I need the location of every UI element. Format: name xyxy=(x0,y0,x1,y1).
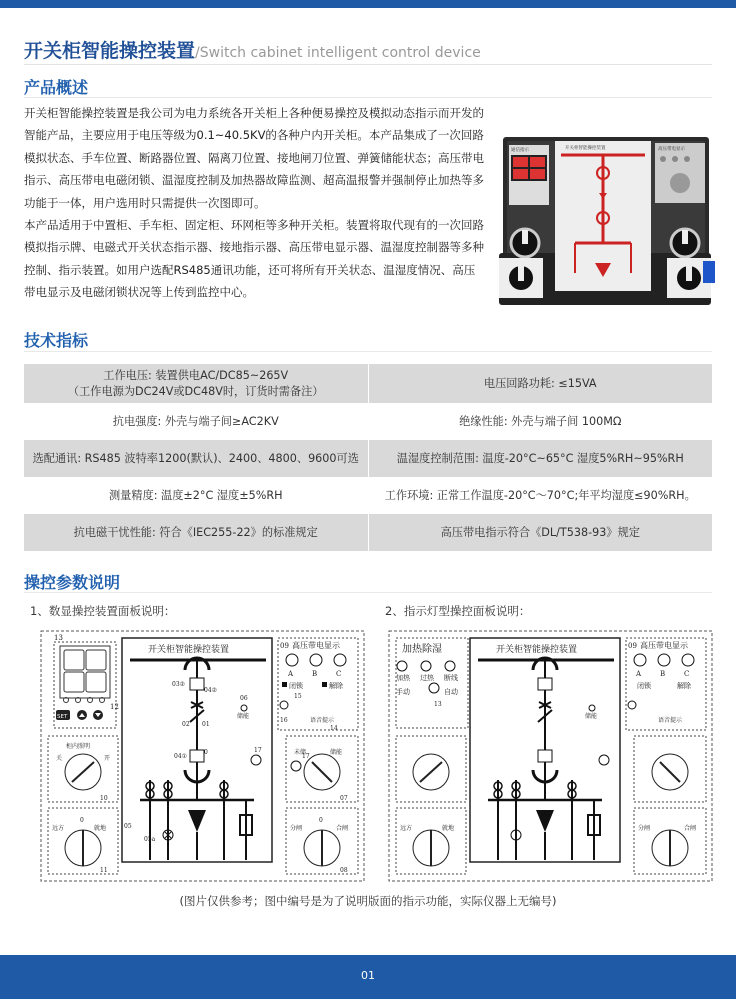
operation-heading: 操控参数说明 xyxy=(24,573,121,592)
svg-text:分闸: 分闸 xyxy=(290,825,303,832)
footer-bar xyxy=(0,955,736,999)
photo-label-right: 高压带电显示 xyxy=(658,147,685,152)
svg-text:储能: 储能 xyxy=(585,713,598,720)
spec-working-voltage: 工作电压: 装置供电AC/DC85~265V （工作电源为DC24V或DC48V时，订货时需备注） xyxy=(67,368,324,398)
svg-text:远方: 远方 xyxy=(52,825,65,832)
svg-text:断线: 断线 xyxy=(444,674,458,682)
svg-text:开关柜智能操控装置: 开关柜智能操控装置 xyxy=(148,645,230,655)
operation-divider xyxy=(24,592,712,593)
svg-text:柜内照明: 柜内照明 xyxy=(66,743,91,750)
svg-text:A: A xyxy=(636,670,642,678)
svg-text:08: 08 xyxy=(340,867,348,874)
svg-text:0: 0 xyxy=(80,817,84,824)
svg-text:自动: 自动 xyxy=(444,688,458,696)
spec-table xyxy=(24,364,712,551)
svg-text:12: 12 xyxy=(110,703,119,711)
svg-text:B: B xyxy=(660,670,666,678)
svg-text:C: C xyxy=(336,670,342,678)
top-accent-bar xyxy=(0,0,736,8)
svg-text:14: 14 xyxy=(330,725,338,732)
overview-paragraph-2: 本产品适用于中置柜、手车柜、固定柜、环网柜等多种开关柜。装置将取代现有的一次回路模拟指示牌、电磁式开关状态指示器、接地指示器、高压带电显示器、温湿度控制器等多种控制、指示装置。如用户选配RS485通讯功能，还可将所有开关状态、温湿度情况、高压带电显示及电磁闭锁状况等上传到监控中心。 xyxy=(24,218,484,300)
spec-cell xyxy=(24,364,368,403)
svg-text:解除: 解除 xyxy=(329,682,343,690)
overview-text xyxy=(24,102,484,304)
svg-text:解除: 解除 xyxy=(677,682,691,690)
svg-text:02: 02 xyxy=(182,721,190,728)
svg-text:15: 15 xyxy=(294,693,302,700)
svg-text:17: 17 xyxy=(254,747,262,754)
svg-text:04②: 04② xyxy=(204,687,218,694)
svg-text:17: 17 xyxy=(302,753,310,760)
title-divider xyxy=(24,64,712,65)
svg-text:储能: 储能 xyxy=(330,749,343,756)
svg-text:A: A xyxy=(288,670,294,678)
svg-text:就地: 就地 xyxy=(94,825,107,832)
svg-text:过热: 过热 xyxy=(420,674,434,682)
spec-cell: 高压带电指示符合《DL/T538-93》规定 xyxy=(368,514,712,551)
svg-text:07: 07 xyxy=(340,795,348,802)
svg-text:13: 13 xyxy=(434,701,442,708)
svg-text:高压带电显示: 高压带电显示 xyxy=(640,641,688,650)
specs-divider xyxy=(24,351,712,352)
svg-text:06: 06 xyxy=(240,695,248,702)
photo-label-center: 开关柜智能操控装置 xyxy=(565,146,606,151)
product-photo xyxy=(495,133,715,308)
panel2-diagram xyxy=(388,630,713,882)
svg-text:09: 09 xyxy=(628,642,637,650)
spec-cell: 抗电磁干忧性能: 符合《IEC255-22》的标准规定 xyxy=(24,514,368,551)
svg-text:03②: 03② xyxy=(172,681,186,688)
spec-row xyxy=(24,477,712,514)
spec-cell: 选配通讯: RS485 波特率1200(默认)、2400、4800、9600可选 xyxy=(24,440,368,477)
spec-row xyxy=(24,440,712,477)
svg-text:合闸: 合闸 xyxy=(684,825,697,832)
svg-text:合闸: 合闸 xyxy=(336,825,349,832)
spec-cell: 电压回路功耗: ≤15VA xyxy=(368,364,712,403)
svg-text:SET: SET xyxy=(57,714,68,720)
svg-text:16: 16 xyxy=(280,717,288,724)
spec-cell: 工作环境: 正常工作温度-20°C～70°C;年平均湿度≤90%RH。 xyxy=(368,477,712,514)
svg-text:闭锁: 闭锁 xyxy=(289,682,303,690)
spec-row xyxy=(24,364,712,403)
spec-row xyxy=(24,514,712,551)
svg-text:高压带电显示: 高压带电显示 xyxy=(292,641,340,650)
specs-heading: 技术指标 xyxy=(24,331,89,350)
svg-text:11: 11 xyxy=(100,867,108,874)
photo-label-left: 通信指示 xyxy=(511,148,529,153)
svg-text:13: 13 xyxy=(54,634,63,642)
svg-text:加热: 加热 xyxy=(396,674,410,682)
page-title-cn: 开关柜智能操控装置 xyxy=(24,40,196,62)
svg-text:04①: 04① xyxy=(174,753,188,760)
svg-text:远方: 远方 xyxy=(400,825,413,832)
svg-text:就地: 就地 xyxy=(442,825,455,832)
svg-text:语音提示: 语音提示 xyxy=(658,717,683,724)
spec-cell: 抗电强度: 外壳与端子间≥AC2KV xyxy=(24,403,368,440)
spec-row xyxy=(24,403,712,440)
svg-text:10: 10 xyxy=(100,795,108,802)
spec-cell: 温湿度控制范围: 温度-20°C~65°C 湿度5%RH~95%RH xyxy=(368,440,712,477)
overview-heading: 产品概述 xyxy=(24,78,89,97)
panel2-title: 2、指示灯型操控面板说明： xyxy=(385,604,531,618)
svg-text:0: 0 xyxy=(319,817,323,824)
page-title-en: /Switch cabinet intelligent control device xyxy=(195,45,481,61)
svg-text:B: B xyxy=(312,670,318,678)
svg-text:05a: 05a xyxy=(144,836,156,843)
svg-text:分闸: 分闸 xyxy=(638,825,651,832)
page-title xyxy=(24,36,481,66)
svg-text:开关柜智能操控装置: 开关柜智能操控装置 xyxy=(496,645,578,655)
panel1-title: 1、数显操控装置面板说明： xyxy=(30,604,176,618)
svg-text:手动: 手动 xyxy=(396,688,410,696)
svg-text:开: 开 xyxy=(104,755,111,762)
svg-text:语音提示: 语音提示 xyxy=(310,717,335,724)
svg-text:C: C xyxy=(684,670,690,678)
spec-cell: 绝缘性能: 外壳与端子间 100MΩ xyxy=(368,403,712,440)
page-number: 01 xyxy=(361,969,375,982)
svg-text:未储: 未储 xyxy=(294,749,307,756)
svg-text:01: 01 xyxy=(202,721,210,728)
svg-text:闭锁: 闭锁 xyxy=(637,682,651,690)
svg-text:加热除湿: 加热除湿 xyxy=(402,644,442,655)
svg-text:0: 0 xyxy=(204,749,208,756)
panel1-diagram xyxy=(40,630,365,882)
footnote: (图片仅供参考；图中编号是为了说明版面的指示功能，实际仪器上无编号) xyxy=(179,894,557,908)
overview-paragraph-1: 开关柜智能操控装置是我公司为电力系统各开关柜上各种便易操控及模拟动态指示而开发的智能产品，主要应用于电压等级为0.1~40.5KV的各种户内开关柜。本产品集成了一次回路模拟状态、手车位置、断路器位置、隔离刀位置、接地闸刀位置、弹簧储能状态；高压带电指示、高压带电电磁闭锁、温湿度控制及加热器故障监测、超高温报警并强制停止加热等多功能于一体，用户选用时只需提供一次图即可。 xyxy=(24,106,484,210)
svg-text:关: 关 xyxy=(56,755,63,762)
spec-cell: 测量精度: 温度±2°C 湿度±5%RH xyxy=(24,477,368,514)
svg-text:09: 09 xyxy=(280,642,289,650)
svg-text:储能: 储能 xyxy=(237,713,250,720)
svg-text:05: 05 xyxy=(124,823,132,830)
overview-divider xyxy=(24,97,712,98)
